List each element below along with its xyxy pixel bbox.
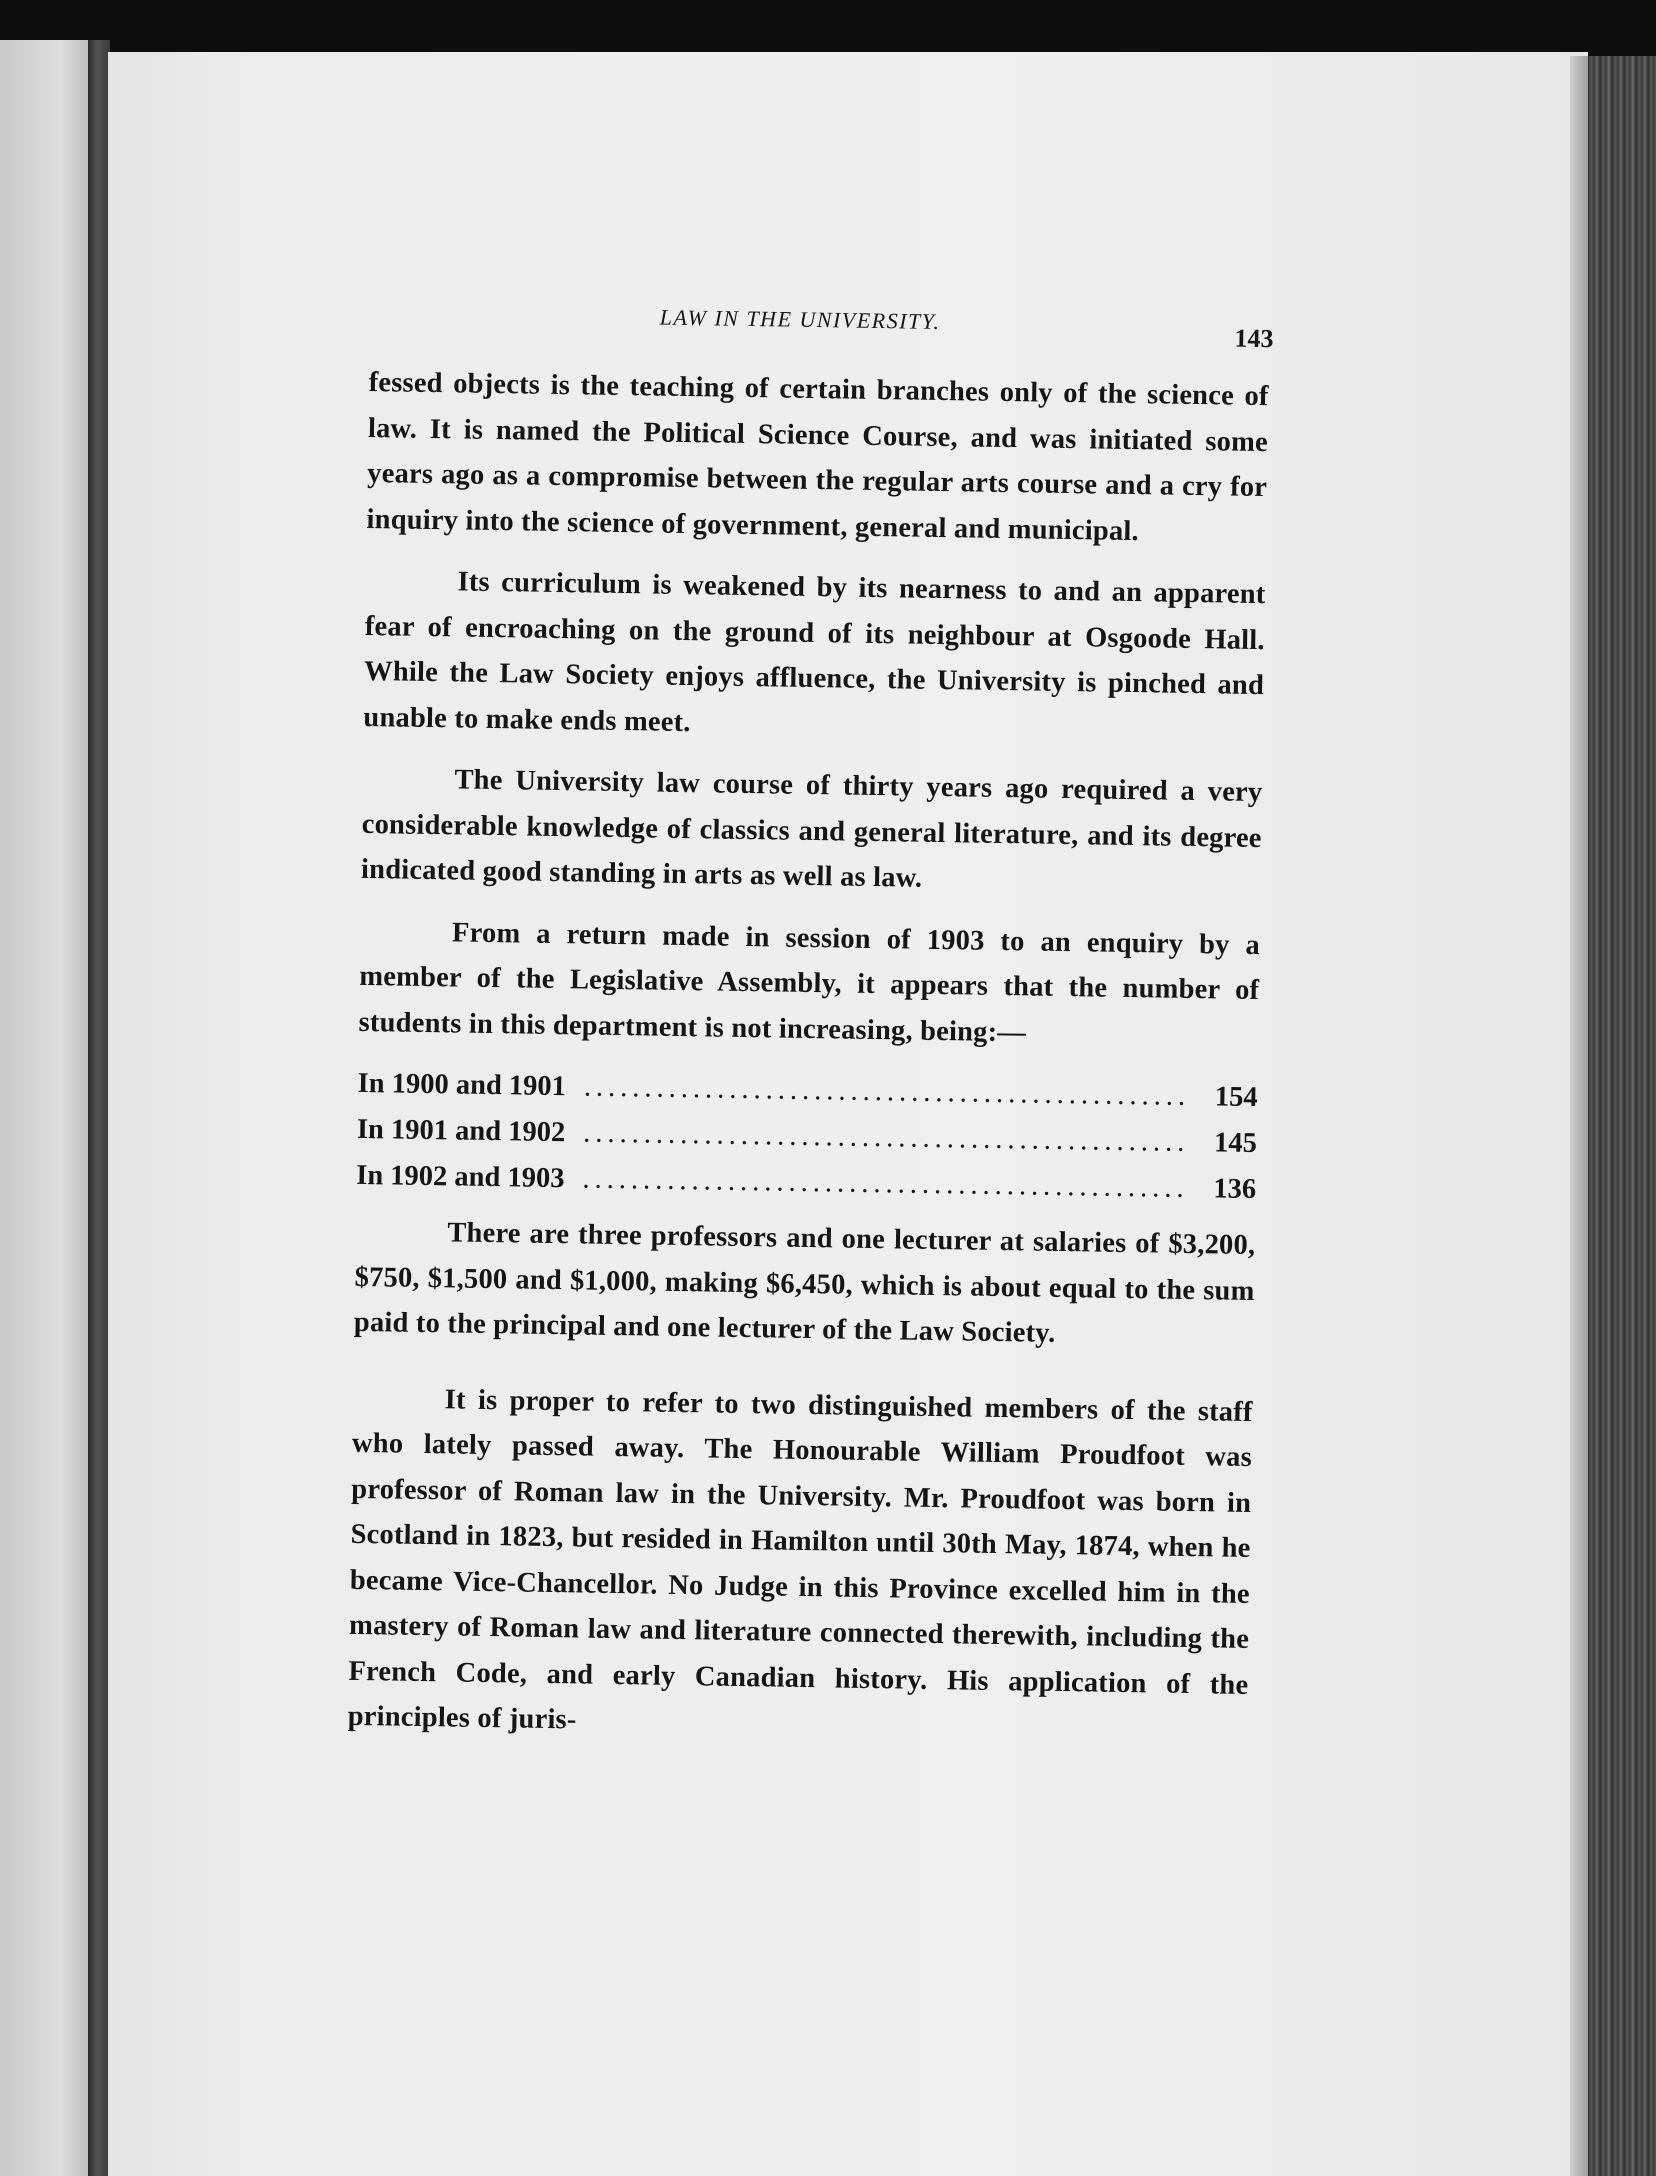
paragraph-6: It is proper to refer to two distinguished members of the staff who lately passed away. The Honourable William Proudfoot was professor of Roman law in the University. Mr. Proudfoot was born in Scotland in 1823, but resided in Hamilton until 30th May, 1874, when he became Vice-Chancellor. No Judge in this Province excelled him in the mastery of Roman law and literature connected therewith, including the French Code, and early Canadian history. His application of the principles of juris- bbox=[347, 1383, 1253, 1736]
paragraph-5: There are three professors and one lecturer at salaries of $3,200, $750, $1,500 and $1,000, making $6,450, which is about equal to the sum paid to the principal and one lecturer of the Law Society. bbox=[353, 1217, 1256, 1349]
enrolment-count: 154 bbox=[1214, 1081, 1258, 1114]
running-title: LAW IN THE UNIVERSITY. bbox=[659, 304, 941, 334]
paragraph-2: Its curriculum is weakened by its nearness to and an apparent fear of encroaching on the ground of its neighbour at Osgoode Hall. While the Law Society enjoys affluence, the University is pinched and unable to make ends meet. bbox=[363, 566, 1266, 738]
enrolment-years: In 1900 and 1901 bbox=[357, 1067, 567, 1103]
enrolment-years: In 1901 and 1902 bbox=[356, 1113, 566, 1149]
enrolment-list bbox=[356, 1061, 1258, 1213]
enrolment-count: 145 bbox=[1213, 1127, 1258, 1160]
page-number: 143 bbox=[1234, 323, 1274, 354]
page-edge-shadow bbox=[1570, 56, 1590, 2176]
enrolment-count: 136 bbox=[1213, 1173, 1257, 1206]
facing-page-edge bbox=[0, 40, 88, 2176]
enrolment-years: In 1902 and 1903 bbox=[356, 1159, 565, 1195]
paragraph-3: The University law course of thirty years ago required a very considerable knowledge of classics and general literature, and its degree indicated good standing in arts as well as law. bbox=[360, 764, 1263, 894]
book-gutter bbox=[88, 40, 110, 2176]
paragraph-1: fessed objects is the teaching of certain branches only of the science of law. It is named the Political Science Course, and was initiated some years ago as a compromise between the regular arts course and a cry for inquiry into the science of government, general and municipal. bbox=[366, 366, 1269, 547]
page-edges-stack bbox=[1588, 56, 1656, 2176]
dot-leader bbox=[582, 1156, 1186, 1211]
page-content bbox=[347, 300, 1274, 1769]
paragraph-4: From a return made in session of 1903 to an enquiry by a member of the Legislative Assembly, it appears that the number of students in this department is not increasing, being:— bbox=[358, 916, 1261, 1048]
scan-top-band bbox=[0, 0, 1656, 56]
